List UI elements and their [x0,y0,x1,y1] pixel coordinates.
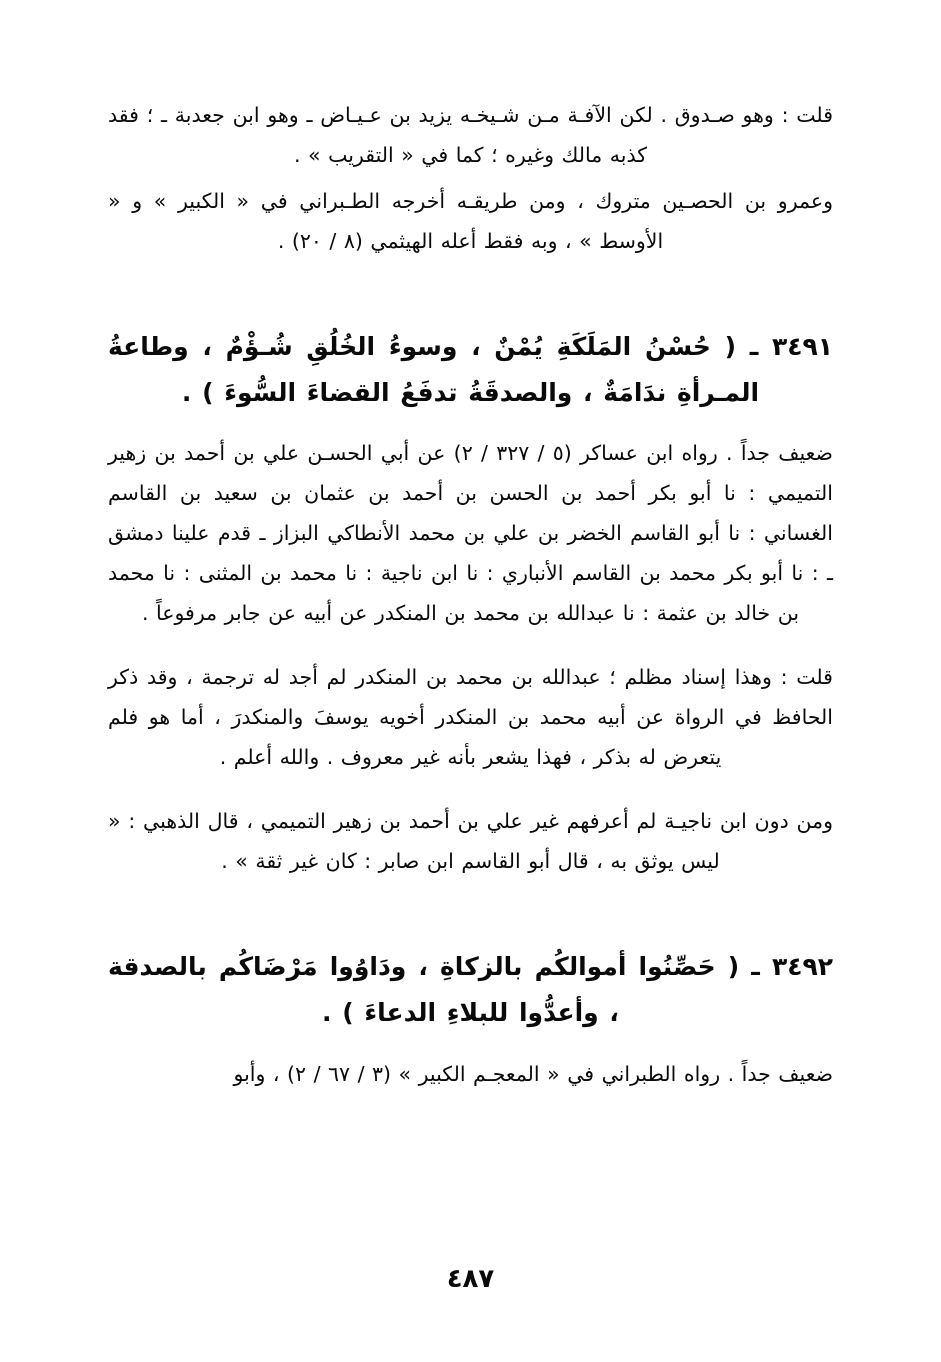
spacer [108,268,833,294]
paragraph-commentary-4: ومن دون ابن ناجيـة لم أعرفهم غير علي بن أحمد بن زهير التميمي ، قال الذهبي : « ليس يوثق به ، قال أبو القاسم ابن صابر : كان غير ثقة » . [108,809,833,874]
page-number: ٤٨٧ [446,1264,495,1294]
paragraph-grading-3491: ضعيف جداً . رواه ابن عساكر (٥ / ٣٢٧ / ٢) عن أبي الحسـن علي بن أحمد بن زهير التميمي : نا أبو بكر أحمد بن الحسن بن أحمد بن عثمان بن سعيد بن القاسم الغساني : نا أبو القاسم الخضر بن علي بن محمد الأنطاكي البزاز ـ قدم علينا دمشق ـ : نا أبو بكر محمد بن القاسم الأنباري : نا ابن ناجية : نا محمد بن المثنى : نا محمد بن خالد بن عثمة : نا عبدالله بن محمد بن المنكدر عن أبيه عن جابر مرفوعاً . [108,441,833,626]
spacer [108,640,833,658]
spacer [108,784,833,802]
hadith-text-3491: ٣٤٩١ ـ ( حُسْنُ المَلَكَةِ يُمْنٌ ، وسوءُ الخُلُقِ شُـؤْمٌ ، وطاعةُ المـرأةِ ندَامَةٌ ، والصدقَةُ تدفَعُ القضاءَ السُّوءَ ) . [108,331,833,408]
paragraph-commentary-2: وعمرو بن الحصـين متروك ، ومن طريقـه أخرجه الطـبراني في « الكبير » و « الأوسط » ، وبه فقط أعله الهيثمي (٨ / ٢٠) . [108,188,833,253]
hadith-text-3492: ٣٤٩٢ ـ ( حَصِّنُوا أموالكُم بالزكاةِ ، ودَاوُوا مَرْضَاكُم بالصدقة ، وأعدُّوا للبلاءِ الدعاءَ ) . [108,952,833,1028]
spacer [108,888,833,914]
paragraph-grading-3492: ضعيف جداً . رواه الطبراني في « المعجـم الكبير » (٣ / ٦٧ / ٢) ، وأبو [233,1061,833,1086]
paragraph-commentary-3: قلت : وهذا إسناد مظلم ؛ عبدالله بن محمد بن المنكدر لم أجد له ترجمة ، وقد ذكر الحافظ في الرواة عن أبيه محمد بن المنكدر أخويه يوسفَ والمنكدرَ ، أما هو فلم يتعرض له بذكر ، فهذا يشعر بأنه غير معروف . والله أعلم . [108,665,833,770]
paragraph-commentary-1: قلت : وهو صـدوق . لكن الآفـة مـن شـيخـه يزيد بن عـيـاض ـ وهو ابن جعدبة ـ ؛ فقد كذبه مالك وغيره ؛ كما في « التقريب » . [108,103,833,167]
page-content [108,96,833,1095]
